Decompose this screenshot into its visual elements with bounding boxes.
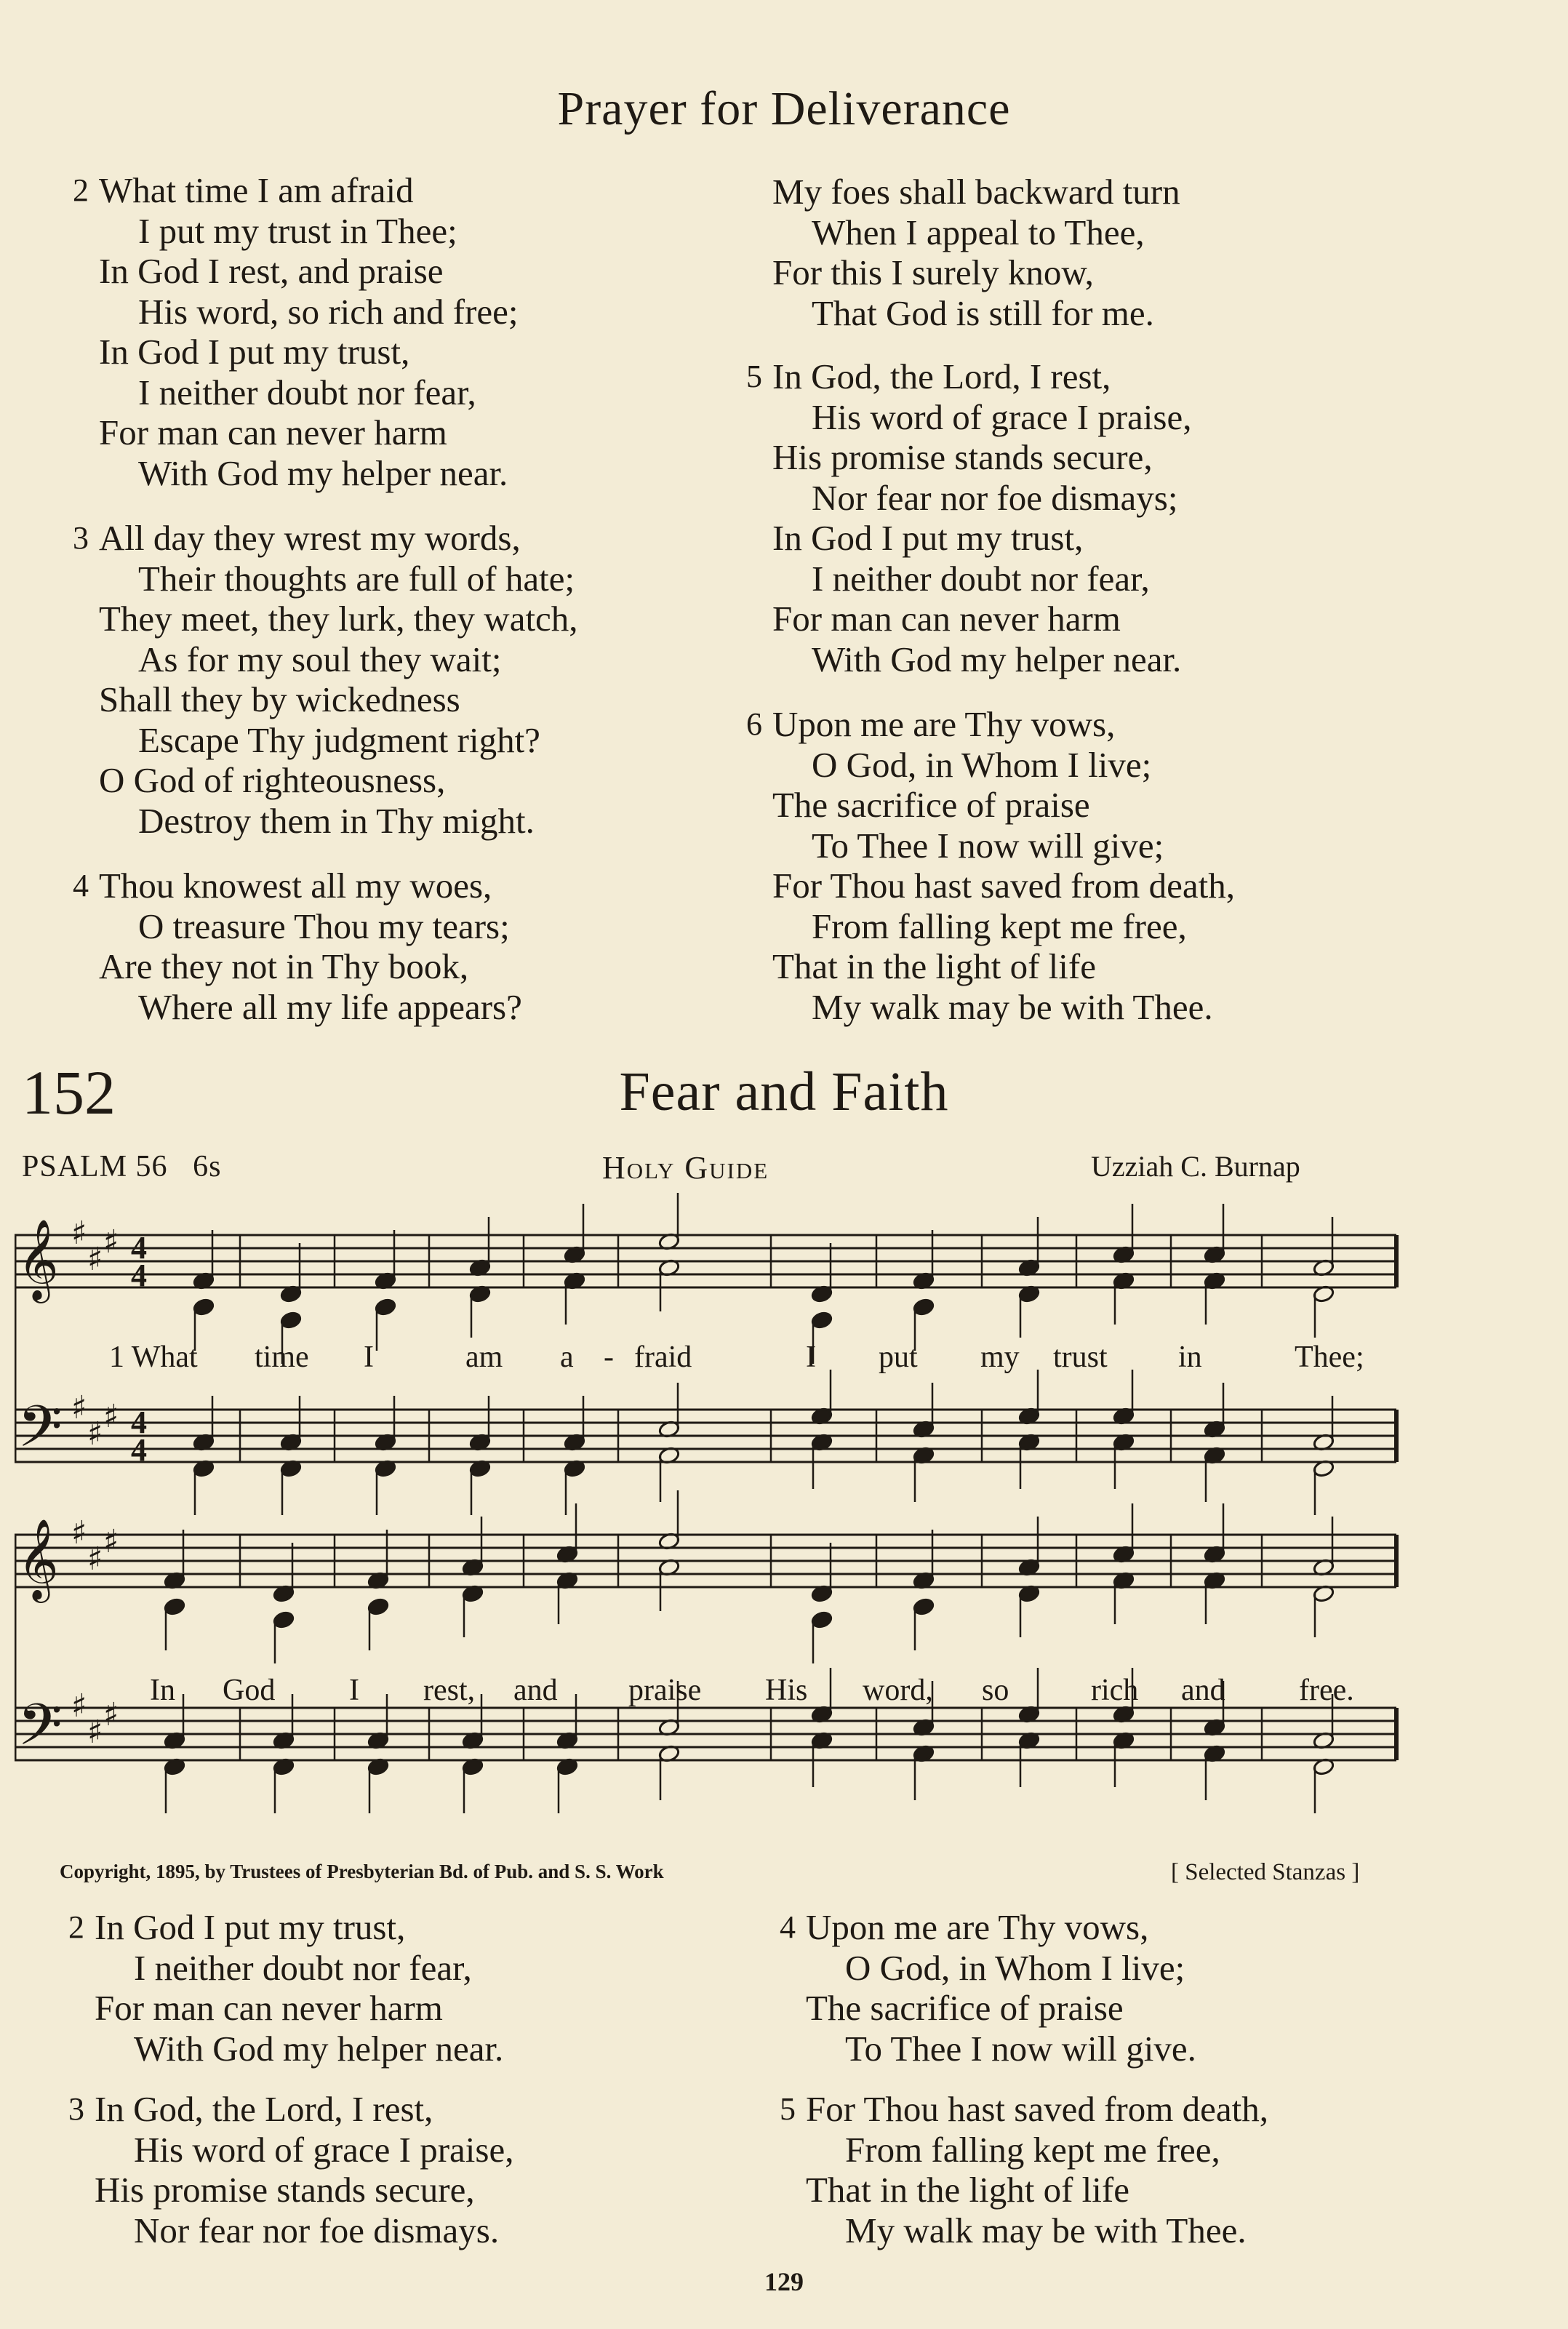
lyric-syllable: fraid (634, 1341, 692, 1374)
lyric-syllable: praise (628, 1674, 702, 1707)
lyric-syllable: time (255, 1341, 309, 1374)
stanza-line: For this I surely know, (772, 252, 1094, 292)
treble-clef-icon: 𝄞 (17, 1218, 59, 1300)
quarter-note (280, 1311, 303, 1330)
time-signature: 4 (131, 1258, 147, 1293)
stanza-line: For Thou hast saved from death, (806, 2089, 1268, 2129)
sharp-icon: ♯ (87, 1541, 103, 1578)
sharp-icon: ♯ (103, 1696, 119, 1733)
bass-clef-icon: 𝄢 (17, 1393, 63, 1474)
quarter-note (273, 1610, 295, 1629)
sharp-icon: ♯ (71, 1215, 87, 1252)
lyric-syllable: I (364, 1341, 374, 1374)
stanza-number: 2 (73, 172, 89, 208)
stanza-line: In God I rest, and praise (99, 251, 444, 291)
sharp-icon: ♯ (103, 1223, 119, 1261)
stanza-top-6 (746, 704, 1235, 1027)
lyric-syllable: in (1178, 1341, 1202, 1374)
quarter-note (375, 1298, 397, 1317)
stanza-number: 5 (746, 359, 762, 394)
lyric-syllable: rest, (423, 1674, 476, 1707)
stanza-number: 4 (73, 868, 89, 903)
stanza-bottom-2 (68, 1907, 504, 2069)
sharp-icon: ♯ (71, 1687, 87, 1725)
sharp-icon: ♯ (87, 1415, 103, 1453)
page-number: 129 (764, 2267, 804, 2296)
stanza-line: What time I am afraid (99, 170, 414, 210)
stanza-top-4 (73, 866, 522, 1027)
quarter-note (164, 1597, 186, 1616)
psalm-reference (22, 1149, 221, 1184)
tune-name: Holy Guide (602, 1150, 769, 1186)
stanza-top-2 (73, 170, 519, 493)
stanza-line: That in the light of life (772, 946, 1096, 986)
stanza-line: Nor fear nor foe dismays; (812, 477, 1178, 518)
stanza-line: To Thee I now will give. (845, 2028, 1196, 2069)
stanza-bottom-4 (780, 1907, 1196, 2069)
stanza-line: The sacrifice of praise (806, 1988, 1124, 2028)
sharp-icon: ♯ (87, 1241, 103, 1278)
stanza-line: Destroy them in Thy might. (138, 800, 535, 841)
lyric-syllable: my (980, 1341, 1020, 1374)
lyric-syllable: God (223, 1674, 276, 1707)
stanza-line: From falling kept me free, (812, 906, 1187, 946)
page-title: Prayer for Deliverance (557, 82, 1011, 135)
stanza-line: With God my helper near. (138, 452, 508, 493)
stanza-number: 5 (780, 2091, 796, 2127)
stanza-line: Shall they by wickedness (99, 679, 460, 719)
stanza-line: His promise stands secure, (772, 437, 1153, 477)
music-score (15, 1193, 1553, 1833)
stanza-line: Nor fear nor foe dismays. (134, 2210, 500, 2250)
stanza-line: His word of grace I praise, (134, 2129, 514, 2170)
lyric-syllable: I (349, 1674, 359, 1707)
stanza-line: For man can never harm (99, 412, 447, 452)
lyric-syllable: trust (1053, 1341, 1108, 1374)
copyright-notice: Copyright, 1895, by Trustees of Presbyterian Bd. of Pub. and S. S. Work (60, 1861, 664, 1882)
stanza-line: His promise stands secure, (95, 2170, 475, 2210)
stanza-line: O God, in Whom I live; (845, 1947, 1185, 1988)
stanza-line: The sacrifice of praise (772, 785, 1090, 825)
stanza-line: For Thou hast saved from death, (772, 866, 1235, 906)
lyric-syllable: and (1181, 1674, 1225, 1707)
stanza-line: Are they not in Thy book, (99, 946, 469, 986)
stanza-number: 3 (73, 520, 89, 556)
stanza-line: They meet, they lurk, they watch, (99, 599, 578, 639)
stanza-line: In God, the Lord, I rest, (772, 356, 1111, 396)
stanza-line: For man can never harm (772, 599, 1121, 639)
lyric-syllable: and (513, 1674, 558, 1707)
stanza-line: In God I put my trust, (772, 518, 1084, 558)
stanza-line: With God my helper near. (812, 639, 1182, 679)
stanza-line: Where all my life appears? (138, 986, 522, 1027)
stanza-line: That God is still for me. (812, 292, 1154, 333)
stanza-line: To Thee I now will give; (812, 825, 1164, 866)
lyric-syllable: word, (863, 1674, 933, 1707)
sharp-icon: ♯ (103, 1523, 119, 1560)
sharp-icon: ♯ (103, 1398, 119, 1435)
stanza-bottom-5 (780, 2089, 1268, 2250)
time-signature: 4 (131, 1432, 147, 1468)
quarter-note (811, 1311, 833, 1330)
stanza-line: I neither doubt nor fear, (138, 372, 476, 412)
stanza-line: I neither doubt nor fear, (812, 558, 1150, 599)
stanza-top-3 (73, 518, 578, 841)
lyric-syllable: a (560, 1341, 574, 1374)
stanza-line: Upon me are Thy vows, (772, 704, 1116, 744)
meter-label: 6s (193, 1150, 222, 1183)
stanza-line: In God I put my trust, (99, 332, 410, 372)
stanza-line: All day they wrest my words, (99, 518, 521, 558)
stanza-line: My foes shall backward turn (772, 172, 1180, 212)
stanza-number: 2 (68, 1909, 84, 1945)
stanza-line: O treasure Thou my tears; (138, 906, 510, 946)
lyric-syllable: so (982, 1674, 1009, 1707)
lyric-syllable: Thee; (1295, 1341, 1364, 1374)
stanza-top-5 (746, 356, 1192, 679)
stanza-line: From falling kept me free, (845, 2129, 1220, 2170)
lyric-syllable: His (765, 1674, 808, 1707)
quarter-note (193, 1298, 215, 1317)
stanza-line: As for my soul they wait; (138, 639, 502, 679)
sharp-icon: ♯ (71, 1389, 87, 1426)
stanza-line: Thou knowest all my woes, (99, 866, 492, 906)
hymn-number: 152 (22, 1058, 116, 1127)
stanza-line: Escape Thy judgment right? (138, 719, 540, 760)
stanza-line: For man can never harm (95, 1988, 443, 2028)
time-signature: 4 (131, 1230, 147, 1266)
stanza-line: Their thoughts are full of hate; (138, 558, 575, 599)
stanza-line: Upon me are Thy vows, (806, 1907, 1149, 1947)
lyric-syllable: 1 What (109, 1341, 198, 1374)
composer-name: Uzziah C. Burnap (1091, 1150, 1300, 1183)
quarter-note (913, 1597, 935, 1616)
stanza-number: 6 (746, 706, 762, 742)
time-signature: 4 (131, 1405, 147, 1440)
stanza-line: I put my trust in Thee; (138, 210, 457, 251)
quarter-note (811, 1610, 833, 1629)
stanza-bottom-3 (68, 2089, 514, 2250)
stanza-line: With God my helper near. (134, 2028, 504, 2069)
bass-clef-icon: 𝄢 (17, 1691, 63, 1773)
stanza-line: When I appeal to Thee, (812, 212, 1145, 252)
stanza-number: 3 (68, 2091, 84, 2127)
hymn-title: Fear and Faith (619, 1061, 949, 1122)
lyric-syllable: - (604, 1341, 614, 1374)
stanza-line: My walk may be with Thee. (845, 2210, 1247, 2250)
selected-stanzas-note: [ Selected Stanzas ] (1171, 1859, 1360, 1885)
stanza-line: His word of grace I praise, (812, 396, 1192, 437)
stanza-line: O God, in Whom I live; (812, 744, 1152, 785)
treble-clef-icon: 𝄞 (17, 1518, 59, 1599)
stanza-line: His word, so rich and free; (138, 291, 519, 332)
stanza-line: That in the light of life (806, 2170, 1129, 2210)
lyric-syllable: In (150, 1674, 175, 1707)
stanza-line: In God I put my trust, (95, 1907, 406, 1947)
lyric-syllable: put (879, 1341, 918, 1374)
stanza-line: I neither doubt nor fear, (134, 1947, 472, 1988)
sharp-icon: ♯ (87, 1714, 103, 1751)
stanza-line: My walk may be with Thee. (812, 986, 1213, 1027)
stanza-line: In God, the Lord, I rest, (95, 2089, 433, 2129)
sharp-icon: ♯ (71, 1514, 87, 1551)
lyric-syllable: I (806, 1341, 816, 1374)
stanza-number: 4 (780, 1909, 796, 1945)
lyric-syllable: rich (1091, 1674, 1139, 1707)
quarter-note (367, 1597, 390, 1616)
stanza-top-cont (772, 172, 1180, 333)
stanza-line: O God of righteousness, (99, 760, 446, 800)
quarter-note (913, 1298, 935, 1317)
lyric-syllable: free. (1299, 1674, 1354, 1707)
lyric-syllable: am (465, 1341, 503, 1374)
psalm-label: PSALM 56 (22, 1150, 168, 1183)
